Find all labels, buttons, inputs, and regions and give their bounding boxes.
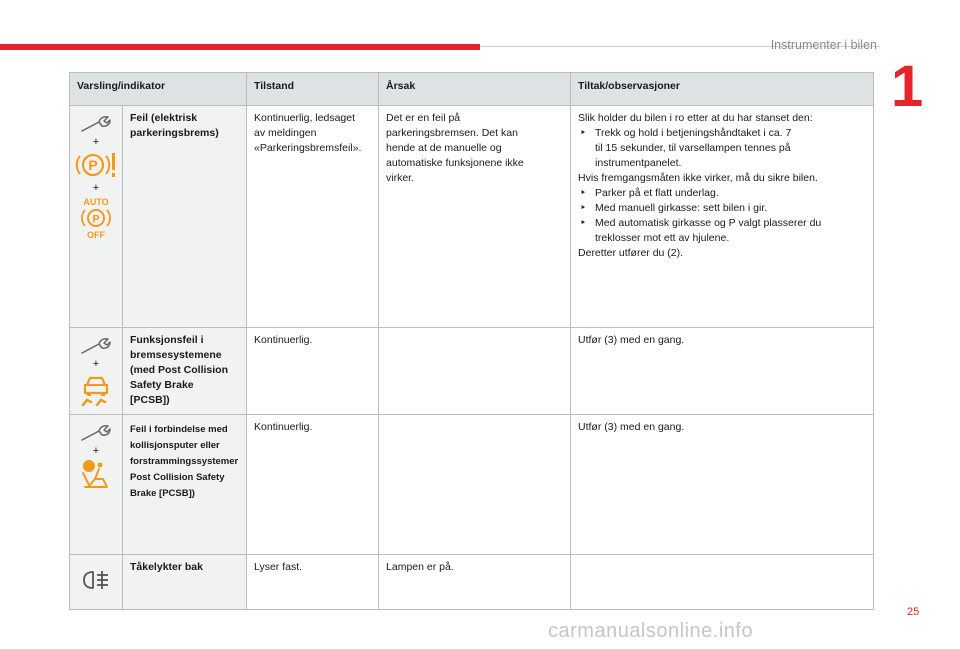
condition-text: av meldingen (254, 127, 317, 139)
status-text: kollisjonsputer eller (130, 440, 220, 451)
condition-cell: Kontinuerlig. (247, 328, 379, 415)
plus-sign: + (92, 358, 100, 370)
table-row (70, 555, 874, 610)
col-header-status: Tilstand (247, 73, 379, 106)
indicator-cell (70, 415, 123, 555)
action-text: instrumentpanelet. (595, 157, 682, 169)
action-cell (571, 555, 874, 610)
action-bullet: ‣ Parker på et flatt underlag. (578, 186, 866, 201)
header-accent-bar (0, 44, 480, 50)
condition-cell: Kontinuerlig. (247, 415, 379, 555)
cause-cell (379, 328, 571, 415)
indicator-cell (70, 555, 123, 610)
status-text: [PCSB]) (130, 394, 170, 406)
action-bullet: ‣ Med automatisk girkasse og P valgt plasserer du (578, 216, 866, 231)
watermark: carmanualsonline.info (548, 620, 754, 642)
cause-cell: Lampen er på. (379, 555, 571, 610)
airbag-icon (79, 459, 113, 489)
off-label: OFF (87, 230, 105, 240)
collision-brake-icon (79, 372, 113, 406)
cause-text: virker. (386, 172, 415, 184)
condition-cell (247, 106, 379, 328)
indicator-cell (70, 106, 123, 328)
status-cell (123, 415, 247, 555)
action-text: til 15 sekunder, til varsellampen tennes på (595, 142, 791, 154)
cause-text: hende at de manuelle og (386, 142, 502, 154)
status-text: Funksjonsfeil i (130, 334, 204, 346)
status-cell (123, 106, 247, 328)
table-row (70, 328, 874, 415)
chapter-number: 1 (891, 54, 924, 119)
action-cell: Utfør (3) med en gang. (571, 328, 874, 415)
action-text: treklosser mot ett av hjulene. (595, 232, 730, 244)
status-text: (med Post Collision (130, 364, 229, 376)
cause-cell (379, 415, 571, 555)
auto-label: AUTO (83, 197, 109, 207)
action-text: Slik holder du bilen i ro etter at du har stanset den: (578, 112, 813, 124)
wrench-icon (79, 114, 113, 134)
svg-text:P: P (92, 213, 100, 226)
status-cell (123, 328, 247, 415)
table-header-row (70, 73, 874, 106)
table-row (70, 415, 874, 555)
rear-fog-light-icon (81, 569, 111, 591)
action-text: Deretter utfører du (2). (578, 247, 684, 259)
wrench-icon (79, 336, 113, 356)
status-text: Brake [PCSB]) (130, 488, 195, 499)
col-header-cause: Årsak (379, 73, 571, 106)
table-row (70, 106, 874, 328)
plus-sign: + (92, 182, 100, 194)
status-text: Feil (elektrisk (130, 112, 198, 124)
section-title: Instrumenter i bilen (770, 38, 877, 52)
status-cell: Tåkelykter bak (123, 555, 247, 610)
status-text: Safety Brake (130, 379, 194, 391)
condition-cell: Lyser fast. (247, 555, 379, 610)
parking-brake-fault-icon (73, 150, 119, 180)
action-text: Hvis fremgangsmåten ikke virker, må du sikre bilen. (578, 172, 818, 184)
status-text: Feil i forbindelse med (130, 424, 228, 435)
cause-text: parkeringsbremsen. Det kan (386, 127, 518, 139)
action-cell (571, 106, 874, 328)
wrench-icon (79, 423, 113, 443)
cause-text: automatiske funksjonene ikke (386, 157, 524, 169)
cause-text: Det er en feil på (386, 112, 461, 124)
plus-sign: + (92, 136, 100, 148)
status-text: parkeringsbrems) (130, 127, 219, 139)
plus-sign: + (92, 445, 100, 457)
status-text: bremsesystemene (130, 349, 222, 361)
page-number: 25 (907, 606, 920, 618)
action-cell: Utfør (3) med en gang. (571, 415, 874, 555)
condition-text: Kontinuerlig, ledsaget (254, 112, 356, 124)
auto-p-off-icon (76, 196, 116, 240)
action-bullet: ‣ Med manuell girkasse: sett bilen i gir. (578, 201, 866, 216)
col-header-action: Tiltak/observasjoner (571, 73, 874, 106)
col-header-indicator: Varsling/indikator (70, 73, 247, 106)
condition-text: «Parkeringsbremsfeil». (254, 142, 362, 154)
warning-table (69, 72, 874, 610)
svg-text:P: P (88, 157, 98, 173)
indicator-cell (70, 328, 123, 415)
action-bullet: ‣ Trekk og hold i betjeningshåndtaket i ca. 7 (578, 126, 866, 141)
status-text: forstrammingssystemer (130, 456, 239, 467)
status-text: Post Collision Safety (130, 472, 225, 483)
cause-cell (379, 106, 571, 328)
